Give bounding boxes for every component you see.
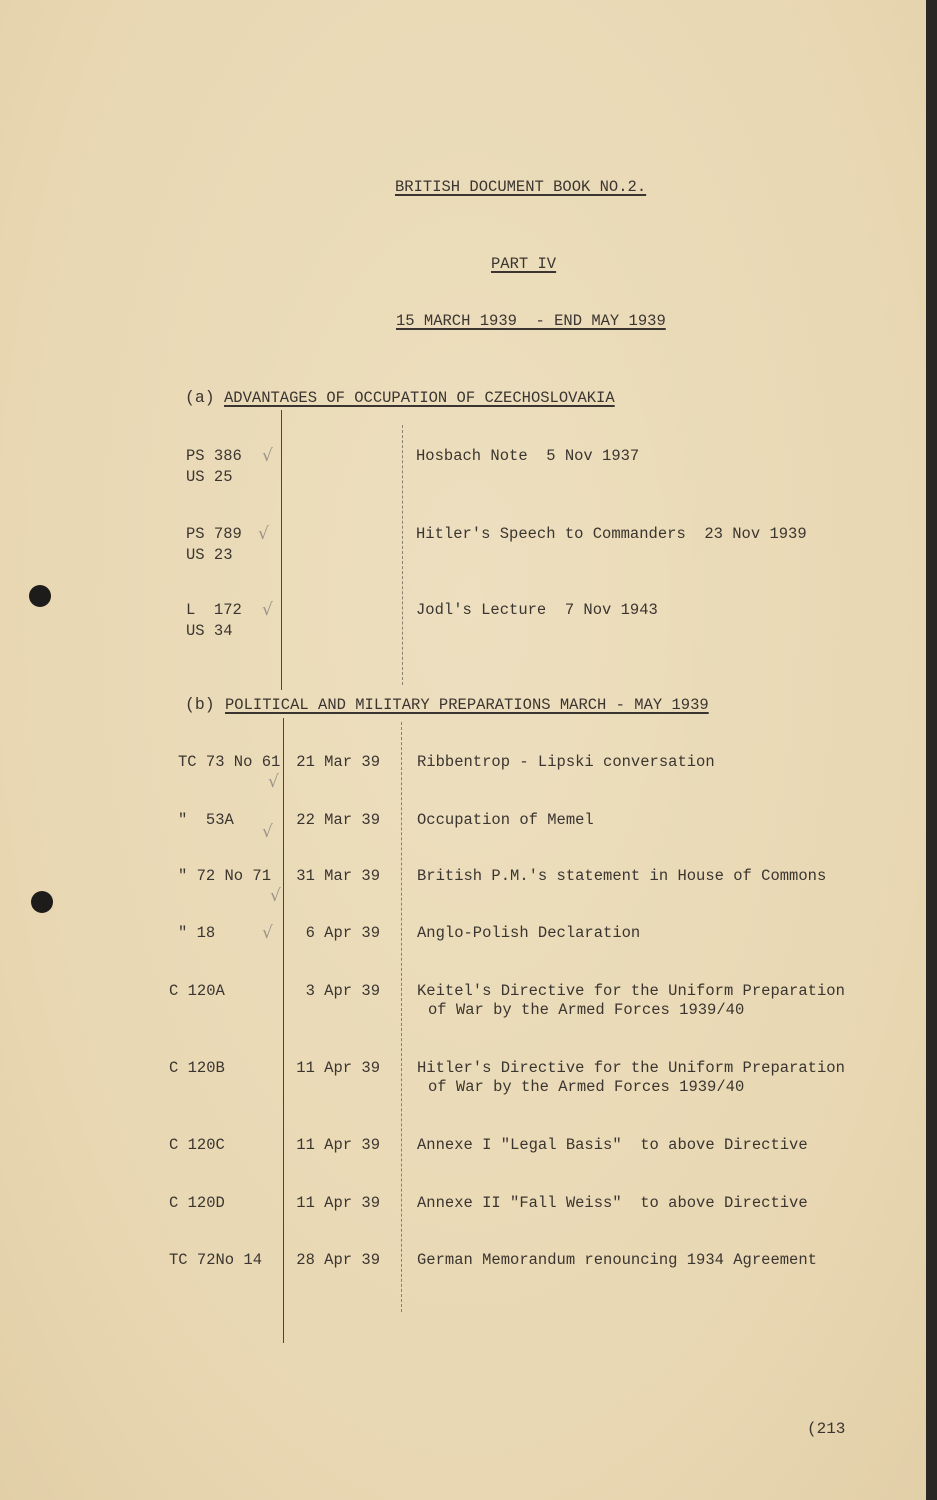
page-edge [926, 0, 937, 1500]
document-reference: PS 789 [186, 525, 242, 543]
column-divider-dashed [402, 425, 403, 685]
document-reference: " 72 No 71 [178, 867, 272, 885]
section-a-heading: ADVANTAGES OF OCCUPATION OF CZECHOSLOVAKIA [224, 389, 615, 407]
document-date: 28 Apr 39 [296, 1251, 380, 1269]
document-reference: C 120D [169, 1194, 225, 1212]
section-b-heading: POLITICAL AND MILITARY PREPARATIONS MARCH - MAY 1939 [225, 696, 709, 714]
section-a-label: (a) [185, 388, 215, 407]
document-description: Hosbach Note 5 Nov 1937 [416, 447, 640, 465]
checkmark-icon: √ [262, 446, 273, 466]
document-description: Keitel's Directive for the Uniform Preparation [417, 982, 845, 1000]
column-divider-dashed [401, 722, 402, 1312]
section-b-label: (b) [185, 695, 215, 714]
document-description-continued: of War by the Armed Forces 1939/40 [428, 1078, 745, 1096]
document-description: Annexe II "Fall Weiss" to above Directive [417, 1194, 808, 1212]
checkmark-icon: √ [268, 772, 279, 792]
period-heading: 15 MARCH 1939 - END MAY 1939 [396, 312, 666, 330]
document-description: Ribbentrop - Lipski conversation [417, 753, 715, 771]
checkmark-icon: √ [262, 822, 273, 842]
document-date: 21 Mar 39 [296, 753, 380, 771]
page-number: (213 [807, 1420, 846, 1438]
document-description: German Memorandum renouncing 1934 Agreement [417, 1251, 817, 1269]
document-reference: C 120A [169, 982, 225, 1000]
document-description: Hitler's Directive for the Uniform Preparation [417, 1059, 845, 1077]
document-description: British P.M.'s statement in House of Commons [417, 867, 827, 885]
document-reference: " 18 [178, 924, 216, 942]
document-reference: C 120B [169, 1059, 225, 1077]
punch-hole [31, 891, 53, 913]
document-reference: PS 386 [186, 447, 242, 465]
document-date: 11 Apr 39 [296, 1136, 380, 1154]
punch-hole [29, 585, 51, 607]
document-reference: TC 73 No 61 [178, 753, 281, 771]
document-reference-secondary: US 23 [186, 546, 233, 564]
part-heading: PART IV [491, 255, 557, 273]
column-divider [283, 718, 284, 1343]
document-date: 6 Apr 39 [305, 924, 380, 942]
document-description: Annexe I "Legal Basis" to above Directive [417, 1136, 808, 1154]
document-title: BRITISH DOCUMENT BOOK NO.2. [395, 178, 647, 196]
document-reference-secondary: US 25 [186, 468, 233, 486]
document-date: 11 Apr 39 [296, 1194, 380, 1212]
document-description: Jodl's Lecture 7 Nov 1943 [416, 601, 658, 619]
document-reference: C 120C [169, 1136, 225, 1154]
document-description: Occupation of Memel [417, 811, 594, 829]
document-description-continued: of War by the Armed Forces 1939/40 [428, 1001, 745, 1019]
document-description: Anglo-Polish Declaration [417, 924, 641, 942]
checkmark-icon: √ [262, 600, 273, 620]
checkmark-icon: √ [270, 886, 281, 906]
document-date: 22 Mar 39 [296, 811, 380, 829]
document-reference: L 172 [186, 601, 242, 619]
document-date: 3 Apr 39 [305, 982, 380, 1000]
column-divider [281, 410, 282, 690]
document-description: Hitler's Speech to Commanders 23 Nov 1939 [416, 525, 807, 543]
document-reference: " 53A [178, 811, 234, 829]
document-date: 31 Mar 39 [296, 867, 380, 885]
document-reference-secondary: US 34 [186, 622, 233, 640]
checkmark-icon: √ [262, 923, 273, 943]
document-reference: TC 72No 14 [169, 1251, 263, 1269]
document-date: 11 Apr 39 [296, 1059, 380, 1077]
checkmark-icon: √ [258, 524, 269, 544]
